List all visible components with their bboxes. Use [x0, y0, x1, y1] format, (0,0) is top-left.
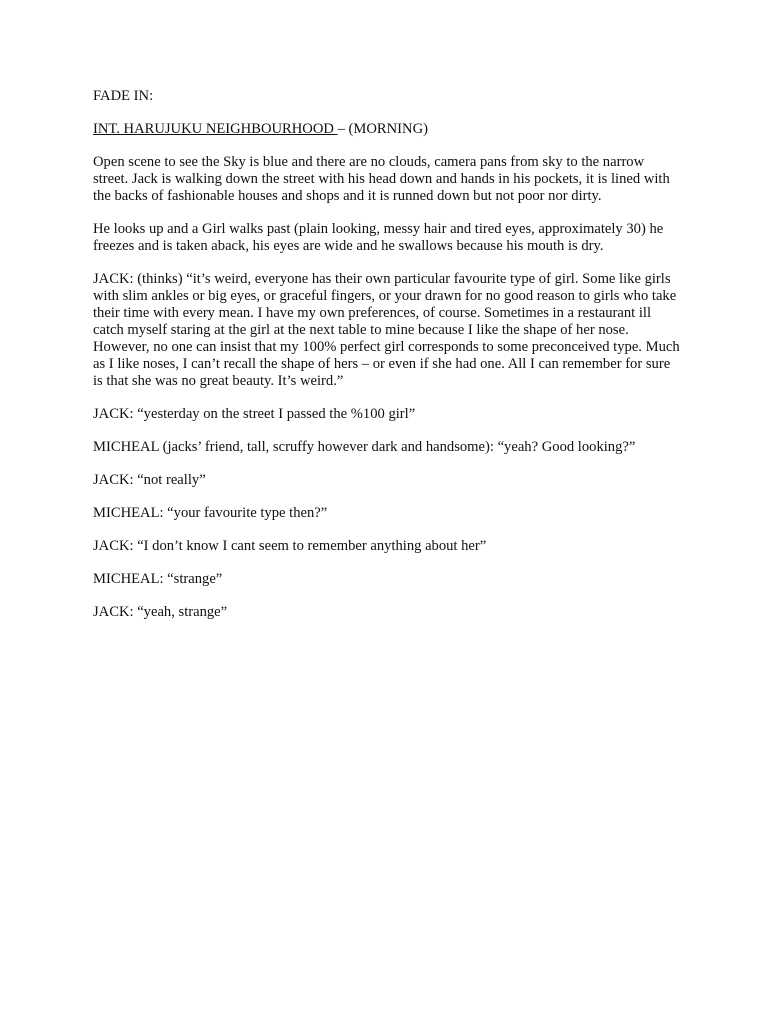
dialogue-jack-yeah-strange: JACK: “yeah, strange” [93, 604, 228, 620]
dialogue-jack-dont-know: JACK: “I don’t know I cant seem to remember anything about her” [93, 538, 487, 554]
dialogue-micheal-strange: MICHEAL: “strange” [93, 571, 223, 587]
dialogue-micheal-good-looking: MICHEAL (jacks’ friend, tall, scruffy however dark and handsome): “yeah? Good looking?” [93, 439, 636, 455]
scene-heading [93, 121, 683, 138]
dialogue-micheal-favourite-type: MICHEAL: “your favourite type then?” [93, 505, 328, 521]
transition-fade-in: FADE IN: [93, 88, 154, 104]
screenplay-page [93, 88, 683, 637]
dialogue-jack-not-really: JACK: “not really” [93, 472, 206, 488]
action-paragraph-girl: He looks up and a Girl walks past (plain looking, messy hair and tired eyes, approximately 30) he freezes and is taken aback, his eyes are wide and he swallows because his mouth is dry. [93, 221, 664, 254]
scene-time: – (MORNING) [337, 121, 428, 137]
dialogue-jack-yesterday: JACK: “yesterday on the street I passed the %100 girl” [93, 406, 416, 422]
action-paragraph-street: Open scene to see the Sky is blue and there are no clouds, camera pans from sky to the narrow street. Jack is walking down the street with his head down and hands in his pockets, it is lined with the backs of fashionable houses and shops and it is runned down but not poor nor dirty. [93, 154, 670, 204]
dialogue-jack-thinks-continued: However, no one can insist that my 100% perfect girl corresponds to some preconceived type. Much as I like noses, I can’t recall the shape of hers – or even if she had one. All I can remember for sure is that she was no great beauty. It’s weird.” [93, 339, 680, 389]
dialogue-jack-thinks: JACK: (thinks) “it’s weird, everyone has their own particular favourite type of girl. Some like girls with slim ankles or big eyes, or graceful fingers, or your drawn for no good reason to girls who take their time with every mean. I have my own preferences, of course. Sometimes in a restaurant ill catch myself staring at the girl at the next table to mine because I like the shape of her nose. [93, 271, 677, 338]
scene-location: INT. HARUJUKU NEIGHBOURHOOD [93, 121, 338, 137]
